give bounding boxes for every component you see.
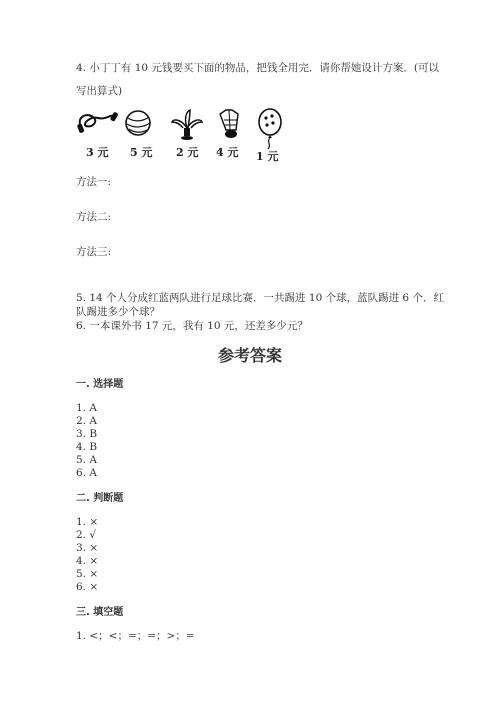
section-heading-judgement: 二. 判断题 bbox=[76, 493, 124, 504]
balloon-icon bbox=[256, 108, 284, 150]
answer-item: 5. × bbox=[76, 568, 99, 580]
section-heading-choice: 一. 选择题 bbox=[76, 379, 124, 390]
answer-item: 2. A bbox=[76, 415, 97, 427]
method-1: 方法一: bbox=[76, 176, 112, 188]
badminton-icon bbox=[218, 108, 244, 140]
section-heading-fill-blank: 三. 填空题 bbox=[76, 607, 124, 618]
answer-item: 2. √ bbox=[76, 529, 97, 541]
answer-item: 6. A bbox=[76, 467, 97, 479]
method-3: 方法三: bbox=[76, 246, 112, 258]
answer-item: 5. A bbox=[76, 454, 97, 466]
balloon-price: 1 元 bbox=[256, 150, 279, 163]
shuttlecock-price: 2 元 bbox=[176, 146, 199, 159]
jump-rope-icon bbox=[76, 108, 120, 138]
method-2: 方法二: bbox=[76, 211, 112, 223]
badminton-price: 4 元 bbox=[216, 146, 239, 159]
jump-rope-price: 3 元 bbox=[86, 146, 109, 159]
shuttlecock-icon bbox=[170, 108, 204, 142]
answer-item: 3. B bbox=[76, 428, 98, 440]
question-4-line1: 4. 小丁丁有 10 元钱要买下面的物品，把钱全用完．请你帮她设计方案．(可以 bbox=[76, 62, 439, 74]
answer-item: 6. × bbox=[76, 581, 99, 593]
answer-item: 1. <；<；=；=；>；= bbox=[76, 630, 195, 642]
ball-icon bbox=[124, 108, 152, 138]
answer-item: 1. × bbox=[76, 516, 99, 528]
question-6: 6. 一本课外书 17 元，我有 10 元，还差多少元？ bbox=[76, 320, 308, 332]
answers-title: 参考答案 bbox=[218, 346, 283, 365]
ball-price: 5 元 bbox=[130, 146, 153, 159]
question-5-line1: 5. 14 个人分成红蓝两队进行足球比赛．一共踢进 10 个球，蓝队踢进 6 个．红 bbox=[76, 292, 444, 304]
question-5-line2: 队踢进多少个球？ bbox=[76, 306, 160, 318]
item-illustrations bbox=[76, 108, 316, 163]
question-4-line2: 写出算式) bbox=[76, 85, 123, 97]
answer-item: 4. B bbox=[76, 441, 98, 453]
answer-item: 1. A bbox=[76, 402, 97, 414]
answer-item: 4. × bbox=[76, 555, 99, 567]
answer-item: 3. × bbox=[76, 542, 99, 554]
